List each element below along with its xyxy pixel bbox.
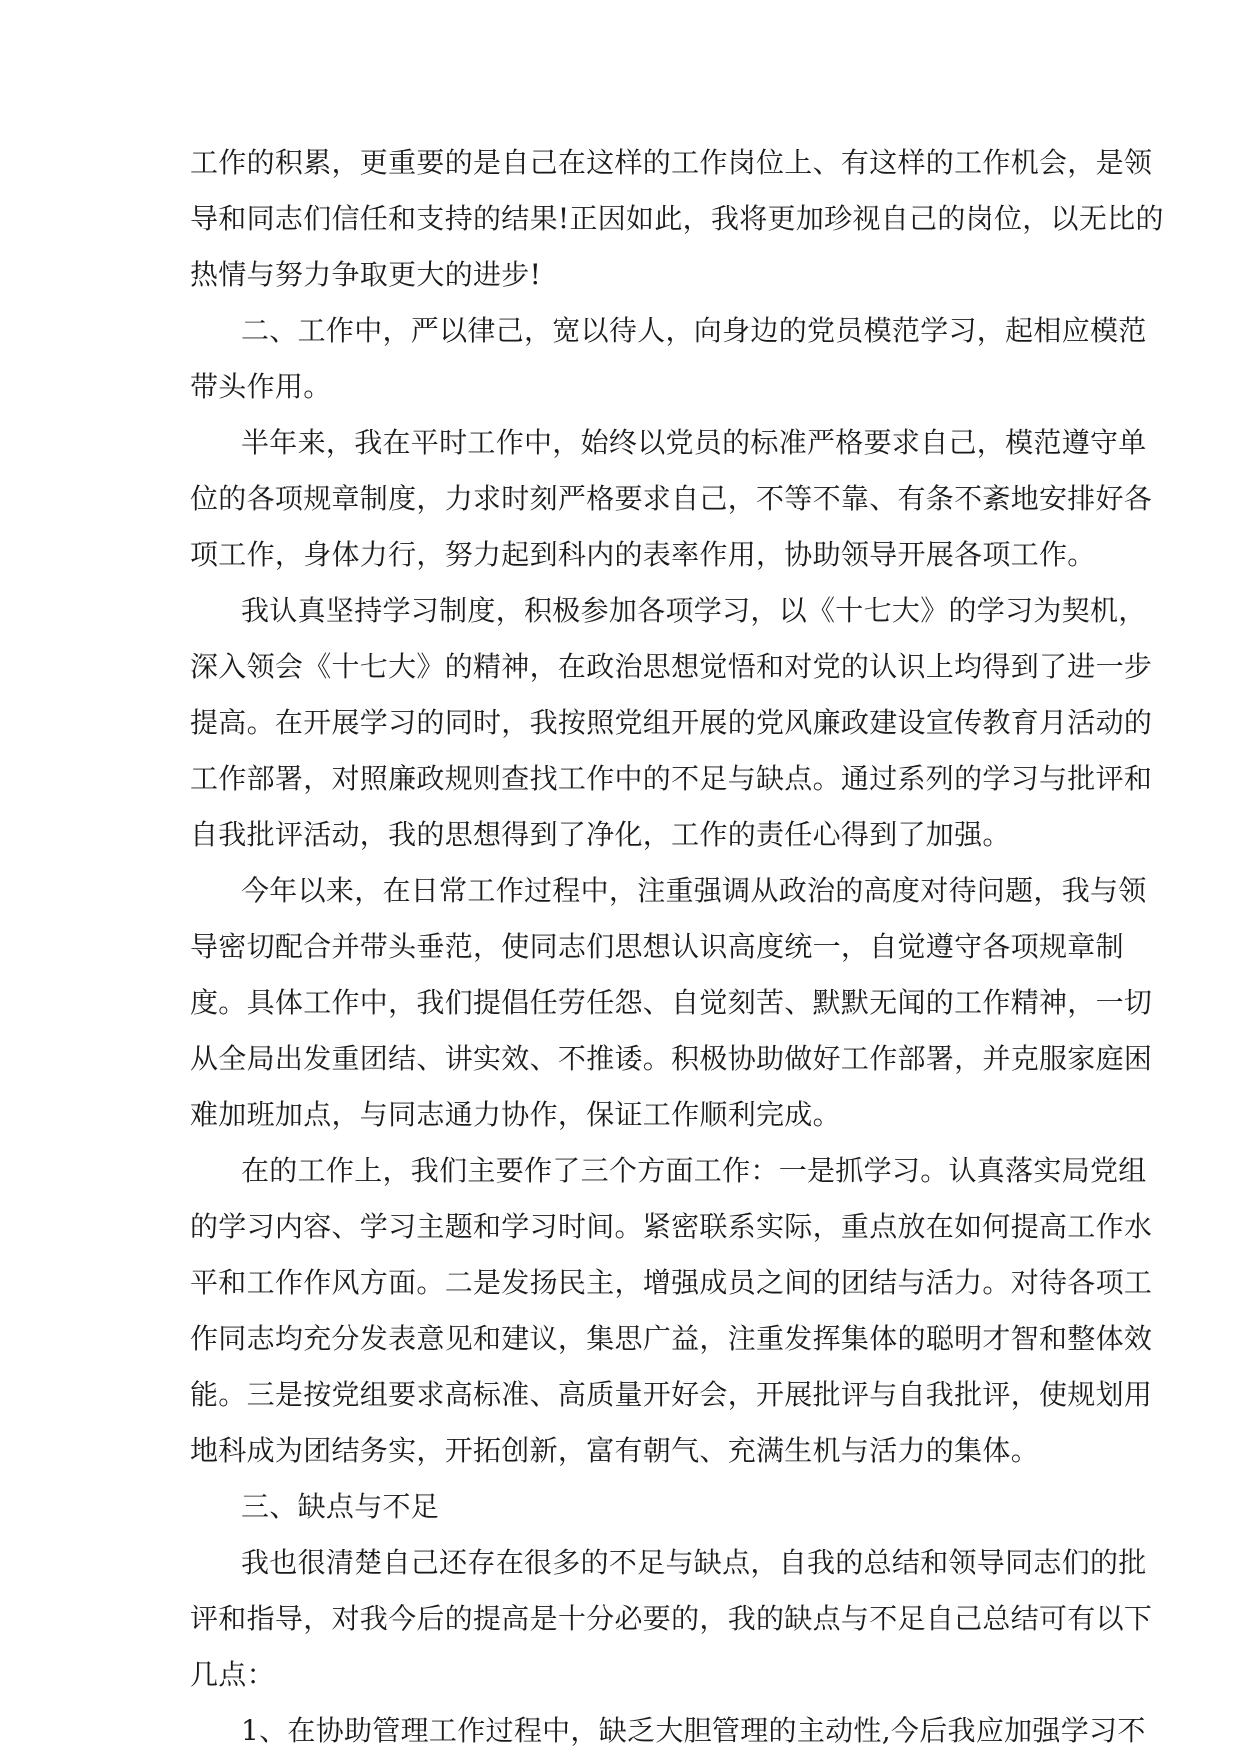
paragraph-first-line: 今年以来，在日常工作过程中，注重强调从政治的高度对待问题，我与领 — [241, 874, 1147, 907]
text-line: 难加班加点，与同志通力协作，保证工作顺利完成。 — [190, 1098, 841, 1131]
text-line: 工作的积累，更重要的是自己在这样的工作岗位上、有这样的工作机会，是领 — [190, 146, 1153, 179]
text-line: 作同志均充分发表意见和建议，集思广益，注重发挥集体的聪明才智和整体效 — [190, 1322, 1153, 1355]
text-line: 提高。在开展学习的同时，我按照党组开展的党风廉政建设宣传教育月活动的 — [190, 706, 1153, 739]
text-line: 导密切配合并带头垂范，使同志们思想认识高度统一，自觉遵守各项规章制 — [190, 930, 1124, 963]
text-line: 几点： — [190, 1658, 275, 1691]
paragraph-first-line: 我也很清楚自己还存在很多的不足与缺点，自我的总结和领导同志们的批 — [241, 1546, 1147, 1579]
text-line: 位的各项规章制度，力求时刻严格要求自己，不等不靠、有条不紊地安排好各 — [190, 482, 1153, 515]
text-line: 热情与努力争取更大的进步! — [190, 258, 542, 291]
text-line: 平和工作作风方面。二是发扬民主，增强成员之间的团结与活力。对待各项工 — [190, 1266, 1153, 1299]
text-line: 深入领会《十七大》的精神，在政治思想觉悟和对党的认识上均得到了进一步 — [190, 650, 1153, 683]
text-line: 带头作用。 — [190, 370, 332, 403]
paragraph-first-line: 在的工作上，我们主要作了三个方面工作：一是抓学习。认真落实局党组 — [241, 1154, 1147, 1187]
text-line: 从全局出发重团结、讲实效、不推诿。积极协助做好工作部署，并克服家庭困 — [190, 1042, 1153, 1075]
section-heading: 三、缺点与不足 — [241, 1490, 440, 1523]
text-line: 项工作，身体力行，努力起到科内的表率作用，协助领导开展各项工作。 — [190, 538, 1096, 571]
text-line: 评和指导，对我今后的提高是十分必要的，我的缺点与不足自己总结可有以下 — [190, 1602, 1153, 1635]
text-line: 能。三是按党组要求高标准、高质量开好会，开展批评与自我批评，使规划用 — [190, 1378, 1153, 1411]
section-heading: 二、工作中，严以律己，宽以待人，向身边的党员模范学习，起相应模范 — [241, 314, 1147, 347]
paragraph-first-line: 半年来，我在平时工作中，始终以党员的标准严格要求自己，模范遵守单 — [241, 426, 1147, 459]
text-line: 地科成为团结务实，开拓创新，富有朝气、充满生机与活力的集体。 — [190, 1434, 1040, 1467]
text-line: 工作部署，对照廉政规则查找工作中的不足与缺点。通过系列的学习与批评和 — [190, 762, 1153, 795]
paragraph-first-line: 我认真坚持学习制度，积极参加各项学习，以《十七大》的学习为契机， — [241, 594, 1147, 627]
list-item-line: 1、在协助管理工作过程中，缺乏大胆管理的主动性,今后我应加强学习不 — [241, 1714, 1146, 1747]
text-line: 的学习内容、学习主题和学习时间。紧密联系实际，重点放在如何提高工作水 — [190, 1210, 1153, 1243]
text-line: 自我批评活动，我的思想得到了净化，工作的责任心得到了加强。 — [190, 818, 1011, 851]
text-line: 导和同志们信任和支持的结果!正因如此，我将更加珍视自己的岗位，以无比的 — [190, 202, 1164, 235]
text-line: 度。具体工作中，我们提倡任劳任怨、自觉刻苦、默默无闻的工作精神，一切 — [190, 986, 1153, 1019]
